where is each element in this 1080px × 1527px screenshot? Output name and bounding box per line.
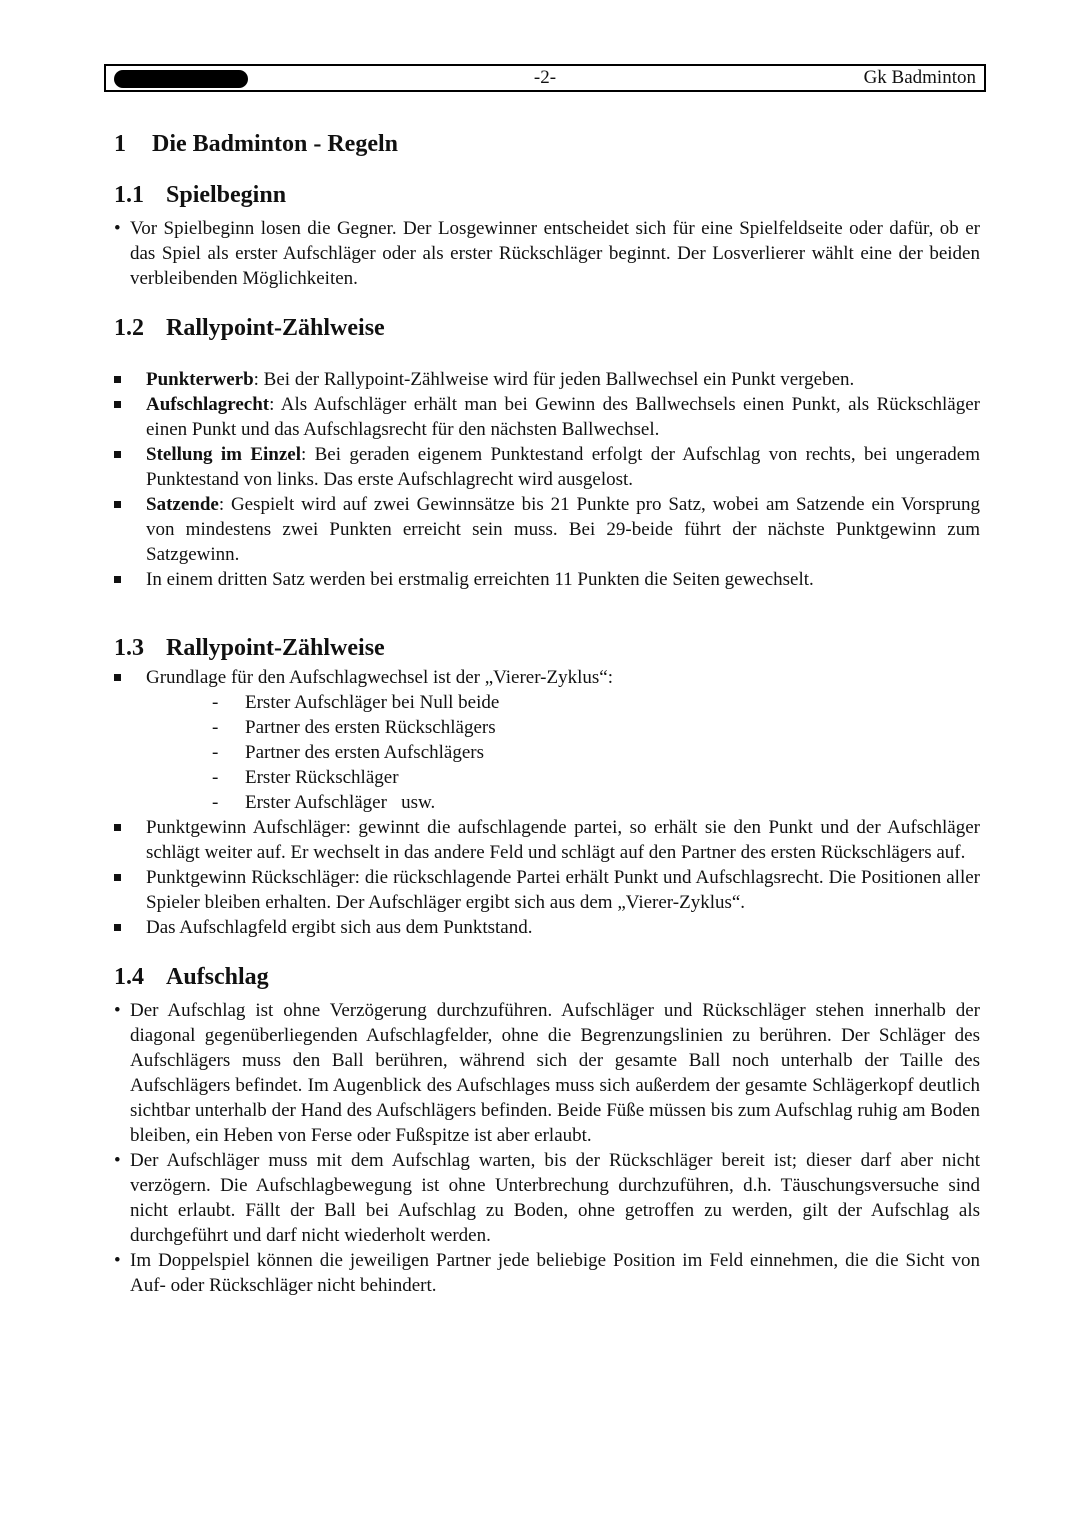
page-number: -2-: [533, 67, 557, 88]
paragraph-aufschlag-1: [114, 998, 980, 1148]
vierer-zyklus-list: [114, 665, 980, 940]
section-title: Rallypoint-Zählweise: [166, 635, 385, 661]
list-item: [114, 865, 980, 915]
rallypoint-list: [114, 367, 980, 592]
square-bullet-icon: [114, 576, 121, 583]
square-bullet-icon: [114, 924, 121, 931]
square-bullet-icon: [114, 401, 121, 408]
square-bullet-icon: [114, 874, 121, 881]
chapter-title: Die Badminton - Regeln: [152, 131, 398, 157]
list-item-term: Satzende: [146, 494, 219, 515]
list-item-text: Punktgewinn Rückschläger: die rückschlagende Partei erhält Punkt und Aufschlagsrecht. Die Positionen aller Spieler bleiben erhalten. Der Aufschläger ergibt sich aus dem „Vierer-Zyklus“.: [146, 867, 980, 913]
paragraph-spielbeginn: [114, 216, 980, 291]
section-heading-1-1: [114, 178, 980, 212]
list-item-term: Punkterwerb: [146, 369, 254, 390]
section-heading-1-2: [114, 311, 980, 345]
document-body: [114, 126, 980, 1298]
paragraph-aufschlag-3: [114, 1248, 980, 1298]
square-bullet-icon: [114, 376, 121, 383]
square-bullet-icon: [114, 501, 121, 508]
paragraph-text: Vor Spielbeginn losen die Gegner. Der Losgewinner entscheidet sich für eine Spielfeldseite oder dafür, ob er das Spiel als erster Aufschläger oder als erster Rückschläger beginnt. Der Losverlierer wählt eine der beiden verbleibenden Möglichkeiten.: [130, 218, 980, 289]
cycle-item: - Partner des ersten Rückschlägers: [212, 715, 980, 740]
page-header: [104, 64, 986, 92]
cycle-item: - Erster Aufschläger usw.: [212, 790, 980, 815]
cycle-list: [146, 690, 980, 815]
chapter-heading: [114, 126, 980, 166]
list-item-text: Grundlage für den Aufschlagwechsel ist der „Vierer-Zyklus“:: [146, 667, 613, 688]
list-item: [114, 915, 980, 940]
section-title: Rallypoint-Zählweise: [166, 315, 385, 341]
paragraph-text: Der Aufschlag ist ohne Verzögerung durchzuführen. Aufschläger und Rückschläger stehen innerhalb der diagonal gegenüberliegenden Aufschlagfelder, ohne die Begrenzungslinien zu berühren. Der Schläger des Aufschlägers muss den Ball berühren, während sich der gesamte Ball noch unterhalb der Taille des Aufschlägers befindet. Im Augenblick des Aufschlages muss sich außerdem der gesamte Schlägerkopf deutlich sichtbar unterhalb der Hand des Aufschlägers befinden. Beide Füße müssen bis zum Aufschlag ruhig am Boden bleiben, ein Heben von Ferse oder Fußspitze ist aber erlaubt.: [130, 1000, 980, 1146]
list-item-text: : Bei der Rallypoint-Zählweise wird für jeden Ballwechsel ein Punkt vergeben.: [253, 369, 855, 390]
paragraph-aufschlag-2: [114, 1148, 980, 1248]
square-bullet-icon: [114, 824, 121, 831]
section-number: 1.4: [114, 964, 144, 990]
list-item: [114, 492, 980, 567]
section-number: 1.1: [114, 182, 144, 208]
section-number: 1.3: [114, 635, 144, 661]
list-item: [114, 442, 980, 492]
list-item-term: Aufschlagrecht: [146, 394, 270, 415]
square-bullet-icon: [114, 674, 121, 681]
list-item: [114, 665, 980, 815]
list-item-text: In einem dritten Satz werden bei erstmalig erreichten 11 Punkten die Seiten gewechselt.: [146, 569, 814, 590]
list-item-text: Das Aufschlagfeld ergibt sich aus dem Punktstand.: [146, 917, 533, 938]
course-title: Gk Badminton: [863, 67, 976, 88]
section-title: Aufschlag: [166, 964, 269, 990]
square-bullet-icon: [114, 451, 121, 458]
list-item-text: Punktgewinn Aufschläger: gewinnt die aufschlagende partei, so erhält sie den Punkt und der Aufschläger schlägt weiter auf. Er wechselt in das andere Feld und schlägt auf den Partner des ersten Rückschlägers auf.: [146, 817, 980, 863]
cycle-item: - Partner des ersten Aufschlägers: [212, 740, 980, 765]
section-heading-1-3: [114, 631, 980, 665]
list-item: [114, 367, 980, 392]
list-item-text: : Bei geraden eigenem Punktestand erfolgt der Aufschlag von rechts, bei ungeradem Punktestand von links. Das erste Aufschlagrecht wird ausgelost.: [146, 444, 980, 490]
list-item-text: : Als Aufschläger erhält man bei Gewinn des Ballwechsels einen Punkt, als Rückschläger einen Punkt und das Aufschlagsrecht für den nächsten Ballwechsel.: [146, 394, 980, 440]
section-heading-1-4: [114, 960, 980, 994]
cycle-item: - Erster Rückschläger: [212, 765, 980, 790]
list-item: [114, 567, 980, 592]
paragraph-text: Der Aufschläger muss mit dem Aufschlag warten, bis der Rückschläger bereit ist; dieser darf aber nicht verzögern. Die Aufschlagbewegung ist ohne Unterbrechung durchzuführen, d.h. Täuschungsversuche sind nicht erlaubt. Fällt der Ball bei Aufschlag zu Boden, ohne getroffen zu werden, gilt der Aufschlag als durchgeführt und darf nicht wiederholt werden.: [130, 1150, 980, 1246]
chapter-number: 1: [114, 131, 126, 157]
paragraph-text: Im Doppelspiel können die jeweiligen Partner jede beliebige Position im Feld einnehmen, die die Sicht von Auf- oder Rückschläger nicht behindert.: [130, 1250, 980, 1296]
list-item: [114, 815, 980, 865]
list-item-term: Stellung im Einzel: [146, 444, 301, 465]
section-title: Spielbeginn: [166, 182, 287, 208]
cycle-item: - Erster Aufschläger bei Null beide: [212, 690, 980, 715]
section-number: 1.2: [114, 315, 144, 341]
list-item: [114, 392, 980, 442]
list-item-text: : Gespielt wird auf zwei Gewinnsätze bis 21 Punkte pro Satz, wobei am Satzende ein Vorsprung von mindestens zwei Punkten erreicht sein muss. Bei 29-beide führt der nächste Punktgewinn zum Satzgewinn.: [146, 494, 980, 565]
